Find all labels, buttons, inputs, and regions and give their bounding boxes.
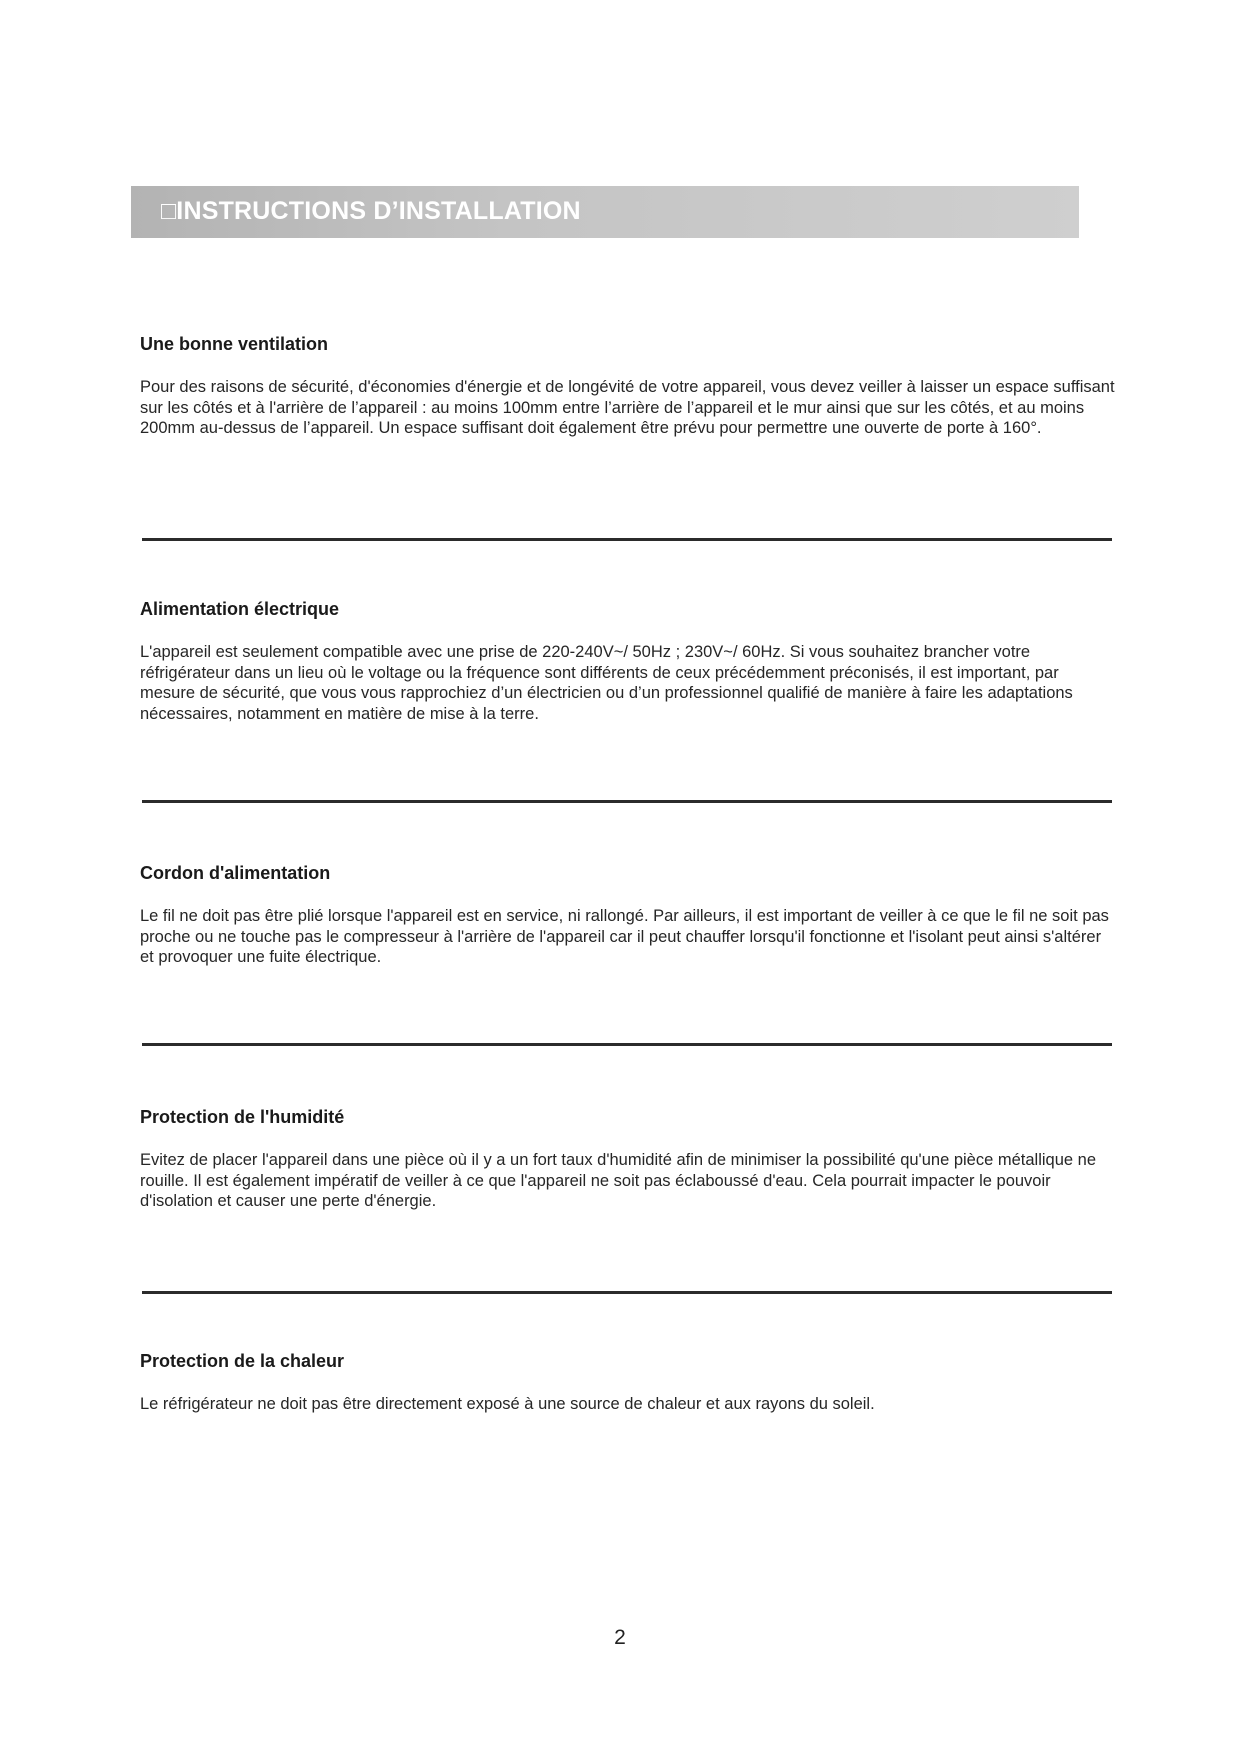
section-humidite — [140, 1106, 1115, 1212]
section-heading: Protection de la chaleur — [140, 1351, 345, 1371]
section-body: L'appareil est seulement compatible avec une prise de 220-240V~/ 50Hz ; 230V~/ 60Hz. Si vous souhaitez brancher votre réfrigérateur dans un lieu où le voltage ou la fréquence sont différents de ceux précédemment préconisés, il est important, par mesure de sécurité, que vous vous rapprochiez d’un électricien ou d’un professionnel qualifié de manière à faire les adaptations nécessaires, notamment en matière de mise à la terre. — [140, 643, 1073, 723]
section-body: Evitez de placer l'appareil dans une pièce où il y a un fort taux d'humidité afin de minimiser la possibilité qu'une pièce métallique ne rouille. Il est également impératif de veiller à ce que l'appareil ne soit pas éclaboussé d'eau. Cela pourrait impacter le pouvoir d'isolation et causer une perte d'énergie. — [140, 1151, 1097, 1210]
section-divider — [142, 800, 1112, 803]
section-heading: Cordon d'alimentation — [140, 863, 331, 883]
page-title: □INSTRUCTIONS D’INSTALLATION — [161, 197, 581, 225]
section-body: Pour des raisons de sécurité, d'économies d'énergie et de longévité de votre appareil, vous devez veiller à laisser un espace suffisant sur les côtés et à l'arrière de l’appareil : au moins 100mm entre l’arrière de l’appareil et le mur ainsi que sur les côtés, et au moins 200mm au-dessus de l’appareil. Un espace suffisant doit également être prévu pour permettre une ouverte de porte à 160°. — [140, 378, 1115, 437]
section-body: Le réfrigérateur ne doit pas être directement exposé à une source de chaleur et aux rayons du soleil. — [140, 1395, 875, 1413]
section-ventilation — [140, 333, 1115, 439]
section-divider — [142, 538, 1112, 541]
section-alimentation — [140, 598, 1115, 724]
page-number: 2 — [614, 1626, 626, 1649]
section-banner — [131, 186, 1079, 238]
section-heading: Alimentation électrique — [140, 599, 340, 619]
section-chaleur — [140, 1350, 1115, 1415]
section-heading: Une bonne ventilation — [140, 334, 329, 354]
section-divider — [142, 1043, 1112, 1046]
section-heading: Protection de l'humidité — [140, 1107, 345, 1127]
section-divider — [142, 1291, 1112, 1294]
section-body: Le fil ne doit pas être plié lorsque l'appareil est en service, ni rallongé. Par ailleurs, il est important de veiller à ce que le fil ne soit pas proche ou ne touche pas le compresseur à l'arrière de l'appareil car il peut chauffer lorsqu'il fonctionne et l'isolant peut ainsi s'altérer et provoquer une fuite électrique. — [140, 907, 1109, 966]
section-cordon — [140, 862, 1115, 968]
